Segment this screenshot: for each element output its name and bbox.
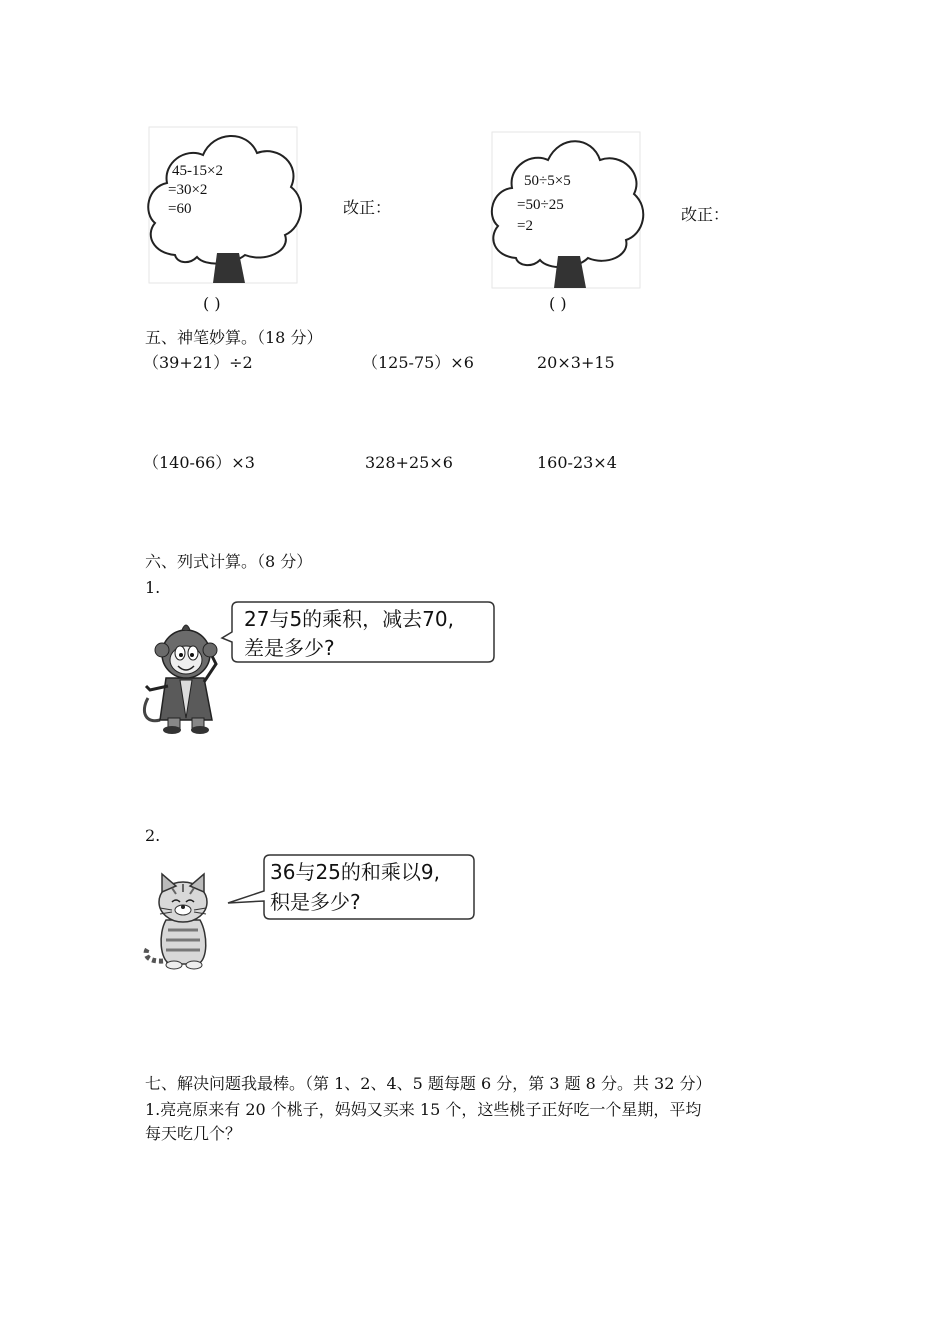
question-7-1-line-1: 1.亮亮原来有 20 个桃子，妈妈又买来 15 个，这些桃子正好吃一个星期，平均 bbox=[145, 1100, 702, 1119]
section-5-title: 五、神笔妙算。（18 分） bbox=[145, 328, 323, 347]
tree-2-step-3: =2 bbox=[517, 218, 533, 234]
question-6-2-number: 2. bbox=[145, 826, 161, 845]
tree-1-correction-label: 改正： bbox=[343, 198, 392, 217]
tree-1-judge-parentheses[interactable]: ( ) bbox=[203, 294, 221, 313]
tree-2-judge-parentheses[interactable]: ( ) bbox=[549, 294, 567, 313]
cat-icon bbox=[140, 872, 220, 972]
section-6-title: 六、列式计算。（8 分） bbox=[145, 552, 313, 571]
tree-2-step-2: =50÷25 bbox=[517, 197, 564, 213]
question-6-1-number: 1. bbox=[145, 578, 161, 597]
section-7-title: 七、解决问题我最棒。（第 1、2、4、5 题每题 6 分，第 3 题 8 分。共 32 分） bbox=[145, 1074, 712, 1093]
tree-2-step-1: 50÷5×5 bbox=[524, 173, 571, 189]
problem-5-4: （140-66）×3 bbox=[143, 453, 255, 472]
tree-1-step-2: =30×2 bbox=[168, 182, 208, 198]
problem-5-3: 20×3+15 bbox=[537, 353, 615, 372]
tree-1-step-1: 45-15×2 bbox=[172, 163, 223, 179]
monkey-icon bbox=[142, 620, 222, 735]
speech-bubble-2-line-1: 36与25的和乘以9, bbox=[270, 860, 440, 884]
speech-bubble-2-line-2: 积是多少? bbox=[270, 890, 361, 914]
problem-5-2: （125-75）×6 bbox=[362, 353, 474, 372]
problem-5-5: 328+25×6 bbox=[365, 453, 453, 472]
tree-2-correction-label: 改正： bbox=[681, 205, 730, 224]
speech-bubble-1-line-1: 27与5的乘积，减去70, bbox=[244, 607, 454, 631]
speech-bubble-1-line-2: 差是多少? bbox=[244, 636, 335, 660]
problem-5-1: （39+21）÷2 bbox=[143, 353, 253, 372]
tree-1-step-3: =60 bbox=[168, 201, 192, 217]
question-7-1-line-2: 每天吃几个？ bbox=[145, 1124, 242, 1143]
problem-5-6: 160-23×4 bbox=[537, 453, 617, 472]
tree-2-illustration bbox=[488, 130, 648, 295]
